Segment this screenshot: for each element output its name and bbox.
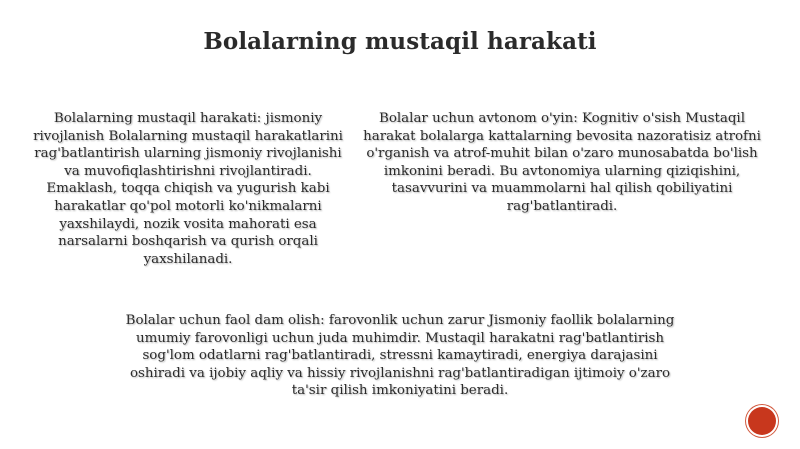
text-block-active-recreation: Bolalar uchun faol dam olish: farovonlik uchun zarur Jismoniy faollik bolalarning umumiy farovonligi uchun juda muhimdir. Mustaqil harakatni rag'batlantirish sog'lom odatlarni rag'batlantiradi, stressni kamaytiradi, energiya darajasini oshiradi va ijobiy aqliy va hissiy rivojlanishni rag'batlantiradigan ijtimoiy o'zaro ta'sir qilish imkoniyatini beradi.: [125, 313, 675, 399]
nav-circle-icon[interactable]: [748, 407, 776, 435]
slide-title: Bolalarning mustaqil harakati: [203, 28, 597, 55]
text-block-autonomous-play: Bolalar uchun avtonom o'yin: Kognitiv o'sish Mustaqil harakat bolalarga kattalarning bevosita nazoratisiz atrofni o'rganish va atrof-muhit bilan o'zaro munosabatda bo'lish imkonini beradi. Bu avtonomiya ularning qiziqishini, tasavvurini va muammolarni hal qilish qobiliyatini rag'batlantiradi.: [363, 111, 761, 214]
text-block-physical-development: Bolalarning mustaqil harakati: jismoniy rivojlanish Bolalarning mustaqil harakatlarini rag'batlantirish ularning jismoniy rivojlanishi va muvofiqlashtirishni rivojlantiradi. Emaklash, toqqa chiqish va yugurish kabi harakatlar qo'pol motorli ko'nikmalarni yaxshilaydi, nozik vosita mahorati esa narsalarni boshqarish va qurish orqali yaxshilanadi.: [33, 111, 343, 267]
